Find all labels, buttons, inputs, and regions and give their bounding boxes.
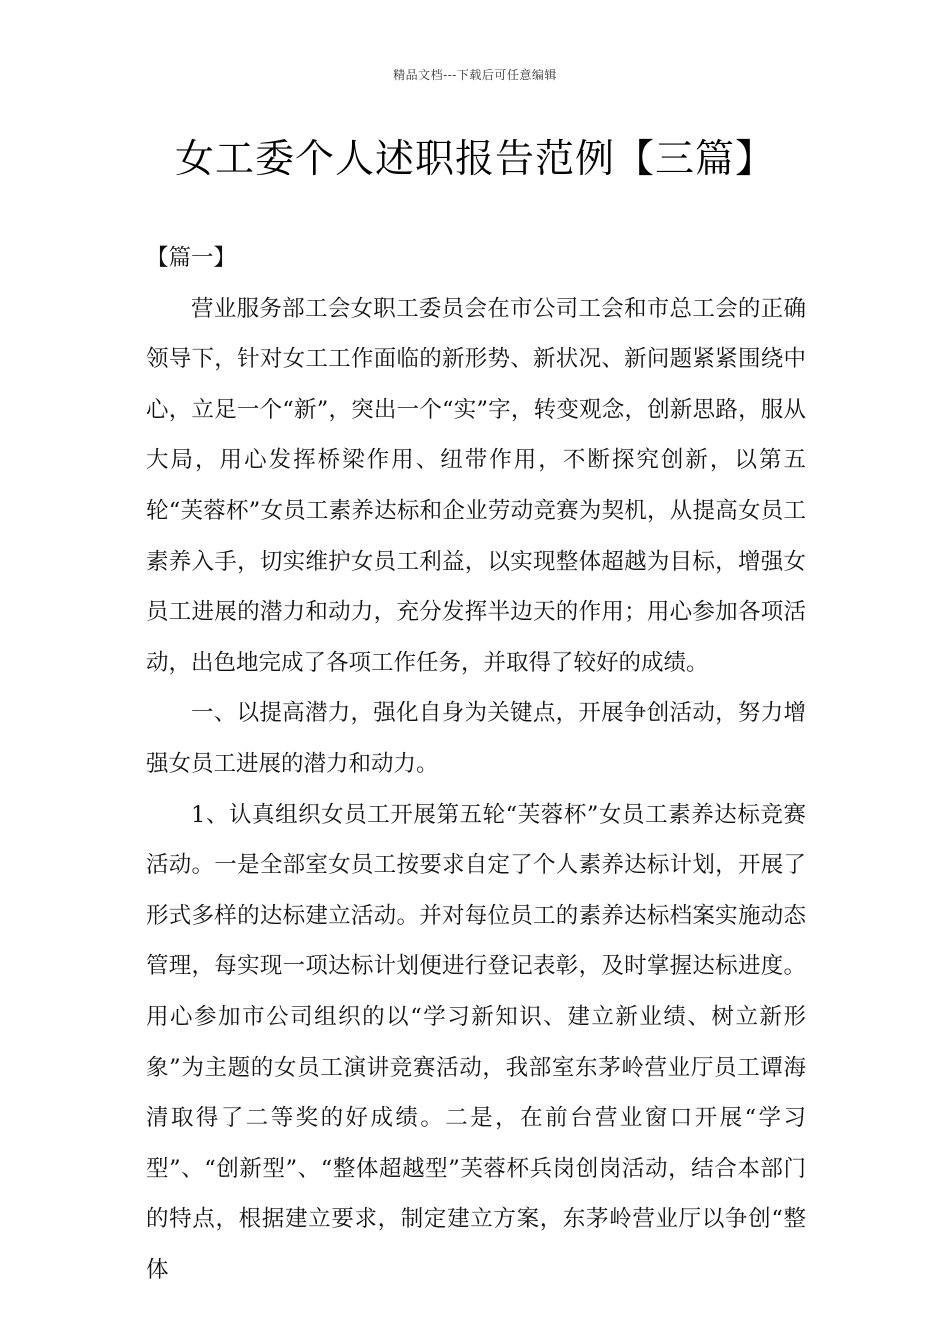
document-body [146, 233, 806, 1295]
header-note: 精品文档---下载后可任意编辑 [393, 68, 557, 82]
paragraph: 一、以提高潜力，强化自身为关键点，开展争创活动，努力增强女员工进展的潜力和动力。 [146, 700, 806, 777]
paragraph: 1、认真组织女员工开展第五轮“芙蓉杯”女员工素养达标竞赛活动。一是全部室女员工按要求自定了个人素养达标计划，开展了形式多样的达标建立活动。并对每位员工的素养达标档案实施动态管理，每实现一项达标计划便进行登记表彰，及时掌握达标进度。用心参加市公司组织的以“学习新知识、建立新业绩、树立新形象”为主题的女员工演讲竞赛活动，我部室东茅岭营业厅员工谭海清取得了二等奖的好成绩。二是，在前台营业窗口开展“学习型”、“创新型”、“整体超越型”芙蓉杯兵岗创岗活动，结合本部门的特点，根据建立要求，制定建立方案，东茅岭营业厅以争创“整体 [146, 801, 806, 1283]
paragraph: 营业服务部工会女职工委员会在市公司工会和市总工会的正确领导下，针对女工工作面临的新形势、新状况、新问题紧紧围绕中心，立足一个“新”，突出一个“实”字，转变观念，创新思路，服从大局，用心发挥桥梁作用、纽带作用，不断探究创新，以第五轮“芙蓉杯”女员工素养达标和企业劳动竞赛为契机，从提高女员工素养入手，切实维护女员工利益，以实现整体超越为目标，增强女员工进展的潜力和动力，充分发挥半边天的作用；用心参加各项活动，出色地完成了各项工作任务，并取得了较好的成绩。 [146, 295, 806, 676]
document-title: 女工委个人述职报告范例【三篇】 [174, 137, 775, 182]
section-label: 【篇一】 [146, 245, 237, 271]
